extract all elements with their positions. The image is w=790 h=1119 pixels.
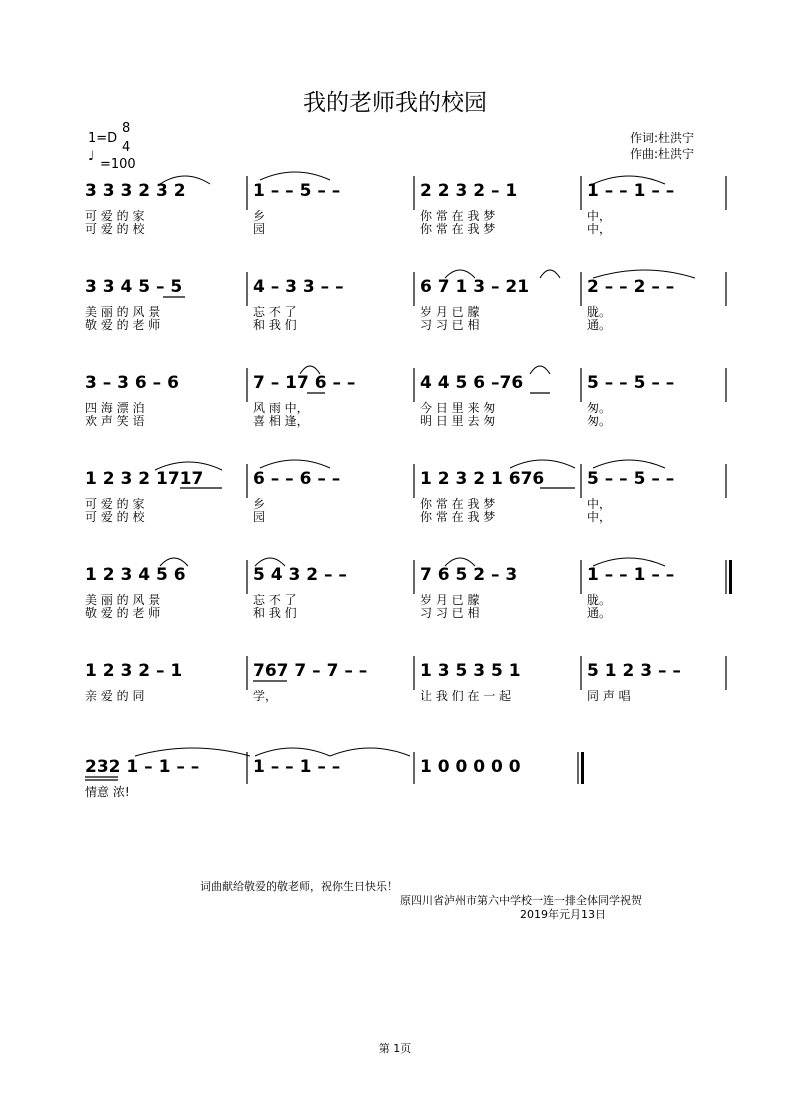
slur-tie <box>300 366 320 374</box>
slur-tie <box>445 558 475 566</box>
lyric: 园 <box>253 510 266 524</box>
signature-text: 原四川省泸州市第六中学校一连一排全体同学祝贺 <box>400 894 642 907</box>
measure: 5 1 2 3 – – <box>587 661 681 681</box>
slur-tie <box>510 460 575 468</box>
lyric: 情意 浓! <box>85 785 130 799</box>
measure: 1 2 3 2 – 1 <box>85 661 183 681</box>
lyric: 你 常 在 我 梦 <box>420 510 496 524</box>
slur-tie <box>260 460 330 468</box>
slur-tie <box>255 748 330 756</box>
lyric: 习 习 已 相 <box>420 318 480 332</box>
lyric: 可 爱 的 校 <box>85 222 145 236</box>
lyric: 亲 爱 的 同 <box>85 689 145 703</box>
measure: 7 6 5 2 – 3 <box>420 565 518 585</box>
date-text: 2019年元月13日 <box>520 908 606 921</box>
measure: 1 – – 1 – – <box>587 565 675 585</box>
slur-tie <box>260 172 330 180</box>
measure: 3 3 3 2 3 2 <box>85 181 186 201</box>
measure: 6 – – 6 – – <box>253 469 341 489</box>
slur-tie <box>155 462 222 470</box>
lyric: 美 丽 的 风 景 <box>85 593 161 607</box>
lyric: 你 常 在 我 梦 <box>420 209 496 223</box>
measure: 5 4 3 2 – – <box>253 565 347 585</box>
lyric: 可 爱 的 校 <box>85 510 145 524</box>
lyric: 中， <box>587 497 612 511</box>
time-signature-bottom: 4 <box>122 140 131 155</box>
lyric: 和 我 们 <box>253 606 297 620</box>
slur-tie <box>135 748 250 756</box>
lyric: 可 爱 的 家 <box>85 209 145 223</box>
time-signature-top: 8 <box>122 121 131 136</box>
slur-tie <box>540 270 560 278</box>
composer-credit: 作曲:杜洪宁 <box>630 147 695 161</box>
quarter-note-icon: ♩ <box>88 149 95 164</box>
measure: 1 2 3 2 1 676 <box>420 469 545 489</box>
slur-tie <box>160 176 210 184</box>
measure: 232 1 – 1 – – <box>85 757 200 777</box>
lyric: 胧。 <box>587 593 612 607</box>
lyric: 学， <box>253 689 278 703</box>
measure: 1 2 3 2 1717 <box>85 469 204 489</box>
song-title: 我的老师我的校园 <box>303 90 487 116</box>
measure: 1 – – 1 – – <box>587 181 675 201</box>
lyric: 让 我 们 在 一 起 <box>420 689 512 703</box>
measure: 5 – – 5 – – <box>587 469 675 489</box>
slur-tie <box>445 270 475 278</box>
lyric: 可 爱 的 家 <box>85 497 145 511</box>
lyric: 乡 <box>253 209 266 223</box>
lyric: 敬 爱 的 老 师 <box>85 318 161 332</box>
measure: 2 2 3 2 – 1 <box>420 181 518 201</box>
lyric: 匆。 <box>587 414 612 428</box>
slur-tie <box>593 558 665 566</box>
measure: 1 – – 5 – – <box>253 181 341 201</box>
lyric: 四 海 漂 泊 <box>85 401 145 415</box>
measure: 3 3 4 5 – 5 <box>85 277 183 297</box>
lyric: 匆。 <box>587 401 612 415</box>
slur-tie <box>160 558 188 566</box>
lyric: 中， <box>587 510 612 524</box>
slur-tie <box>593 176 665 184</box>
lyric: 你 常 在 我 梦 <box>420 222 496 236</box>
measure: 4 – 3 3 – – <box>253 277 344 297</box>
measure: 6 7 1 3 – 21 <box>420 277 530 297</box>
measure: 767 7 – 7 – – <box>253 661 368 681</box>
slur-tie <box>330 748 410 756</box>
key-label: 1=D <box>88 131 118 146</box>
lyric: 欢 声 笑 语 <box>85 414 145 428</box>
slur-tie <box>593 460 665 468</box>
lyric: 岁 月 已 朦 <box>420 593 480 607</box>
slur-tie <box>255 558 285 566</box>
lyric: 你 常 在 我 梦 <box>420 497 496 511</box>
measure: 2 – – 2 – – <box>587 277 675 297</box>
lyric: 乡 <box>253 497 266 511</box>
measure: 1 3 5 3 5 1 <box>420 661 521 681</box>
lyric: 忘 不 了 <box>253 305 297 319</box>
page-number: 第 1页 <box>378 1042 412 1055</box>
lyric: 园 <box>253 222 266 236</box>
lyric: 风 雨 中， <box>253 401 309 415</box>
lyric: 今 日 里 来 匆 <box>420 401 496 415</box>
measure: 4 4 5 6 –76 <box>420 373 524 393</box>
measure: 7 – 17 6 – – <box>253 373 356 393</box>
lyric: 中， <box>587 209 612 223</box>
lyric: 通。 <box>587 606 612 620</box>
lyric: 同 声 唱 <box>587 689 631 703</box>
lyric: 美 丽 的 风 景 <box>85 305 161 319</box>
lyric: 忘 不 了 <box>253 593 297 607</box>
lyric: 中， <box>587 222 612 236</box>
lyric: 敬 爱 的 老 师 <box>85 606 161 620</box>
lyric: 习 习 已 相 <box>420 606 480 620</box>
lyric: 喜 相 逢， <box>253 414 309 428</box>
tempo-label: =100 <box>100 157 136 172</box>
lyric: 岁 月 已 朦 <box>420 305 480 319</box>
lyric: 通。 <box>587 318 612 332</box>
lyric: 胧。 <box>587 305 612 319</box>
slur-tie <box>593 270 695 278</box>
final-bar-thick <box>581 752 584 784</box>
measure: 1 – – 1 – – <box>253 757 341 777</box>
dedication-text: 词曲献给敬爱的敬老师，祝你生日快乐！ <box>200 880 398 893</box>
measure: 1 0 0 0 0 0 <box>420 757 521 777</box>
lyricist-credit: 作词:杜洪宁 <box>630 131 695 145</box>
lyric: 和 我 们 <box>253 318 297 332</box>
measure: 3 – 3 6 – 6 <box>85 373 179 393</box>
measure: 5 – – 5 – – <box>587 373 675 393</box>
repeat-barline <box>729 560 732 594</box>
lyric: 明 日 里 去 匆 <box>420 414 496 428</box>
slur-tie <box>530 366 550 374</box>
measure: 1 2 3 4 5 6 <box>85 565 186 585</box>
